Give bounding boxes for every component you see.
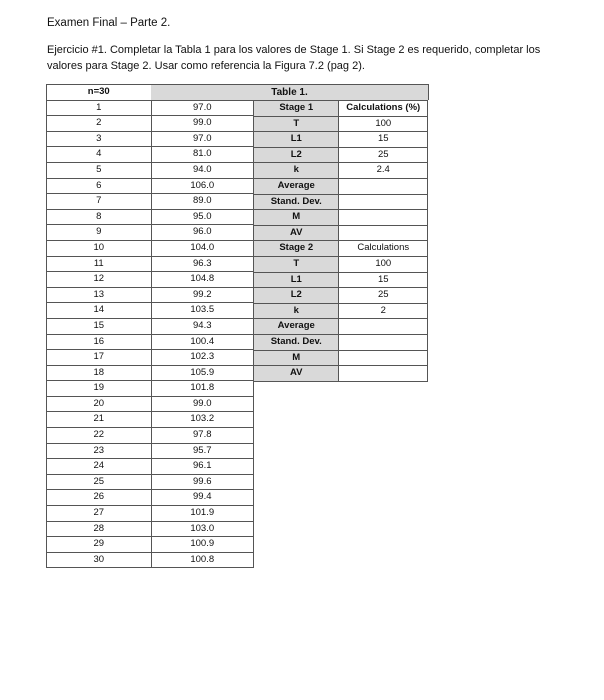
- assay-value: 96.3: [151, 256, 254, 272]
- calc-label: k: [254, 303, 339, 319]
- calc-value: 25: [339, 147, 428, 163]
- header-n: n=30: [47, 85, 152, 101]
- table-row: [47, 365, 254, 381]
- calc-row: [254, 194, 428, 210]
- table-row: [47, 506, 254, 522]
- sample-number: 8: [47, 209, 152, 225]
- table-row: [47, 225, 254, 241]
- table-row: [47, 303, 254, 319]
- assay-value: 97.0: [151, 131, 254, 147]
- table-row: [47, 490, 254, 506]
- calc-label: L1: [254, 132, 339, 148]
- sample-number: 18: [47, 365, 152, 381]
- table-row: [47, 209, 254, 225]
- calc-row: [254, 303, 428, 319]
- table-1-data: [46, 84, 254, 568]
- sample-number: 17: [47, 350, 152, 366]
- calc-label: M: [254, 210, 339, 226]
- assay-value: 97.8: [151, 428, 254, 444]
- assay-value: 100.9: [151, 537, 254, 553]
- table-row: [47, 443, 254, 459]
- assay-value: 105.9: [151, 365, 254, 381]
- assay-value: 103.2: [151, 412, 254, 428]
- assay-value: 102.3: [151, 350, 254, 366]
- calc-value: 2.4: [339, 163, 428, 179]
- assay-value: 96.0: [151, 225, 254, 241]
- assay-value: 81.0: [151, 147, 254, 163]
- assay-value: 100.4: [151, 334, 254, 350]
- sample-number: 26: [47, 490, 152, 506]
- calc-value: [339, 225, 428, 241]
- table-row: [47, 287, 254, 303]
- assay-value: 99.6: [151, 474, 254, 490]
- sample-number: 29: [47, 537, 152, 553]
- sample-number: 4: [47, 147, 152, 163]
- table-row: [47, 537, 254, 553]
- assay-value: 103.5: [151, 303, 254, 319]
- sample-number: 15: [47, 318, 152, 334]
- calc-label: L2: [254, 288, 339, 304]
- exercise-instructions: Ejercicio #1. Completar la Tabla 1 para los valores de Stage 1. Si Stage 2 es requerido, completar los valores para Stage 2. Usar como referencia la Figura 7.2 (pag 2).: [47, 44, 541, 72]
- assay-value: 103.0: [151, 521, 254, 537]
- assay-value: 100.8: [151, 552, 254, 568]
- calc-label: Average: [254, 319, 339, 335]
- calc-value: Calculations: [339, 241, 428, 257]
- header-stage-1: Stage 1: [254, 101, 339, 117]
- assay-value: 94.0: [151, 162, 254, 178]
- sample-number: 28: [47, 521, 152, 537]
- calc-label: L2: [254, 147, 339, 163]
- table-row: [47, 459, 254, 475]
- sample-number: 21: [47, 412, 152, 428]
- sample-number: 16: [47, 334, 152, 350]
- table-row: [47, 256, 254, 272]
- calc-value: [339, 178, 428, 194]
- table-caption: Table 1.: [151, 84, 429, 100]
- table-row: [47, 474, 254, 490]
- calc-label: Stand. Dev.: [254, 194, 339, 210]
- sample-number: 6: [47, 178, 152, 194]
- table-1-calculations: [253, 100, 428, 382]
- calc-row: [254, 334, 428, 350]
- sample-number: 22: [47, 428, 152, 444]
- table-row: [47, 240, 254, 256]
- calc-row: [254, 319, 428, 335]
- assay-value: 99.2: [151, 287, 254, 303]
- assay-value: 89.0: [151, 194, 254, 210]
- calc-row: [254, 350, 428, 366]
- calc-row: [254, 210, 428, 226]
- sample-number: 27: [47, 506, 152, 522]
- calc-label: L1: [254, 272, 339, 288]
- sample-number: 3: [47, 131, 152, 147]
- page-heading: Examen Final – Parte 2.: [47, 17, 171, 29]
- table-row: [47, 412, 254, 428]
- table-row: [47, 521, 254, 537]
- calc-label: k: [254, 163, 339, 179]
- calc-row: [254, 163, 428, 179]
- sample-number: 1: [47, 100, 152, 116]
- sample-number: 30: [47, 552, 152, 568]
- calc-value: [339, 210, 428, 226]
- calc-label: Average: [254, 178, 339, 194]
- assay-value: 95.0: [151, 209, 254, 225]
- calc-row: [254, 116, 428, 132]
- calc-value: 15: [339, 132, 428, 148]
- table-row: [47, 116, 254, 132]
- table-row: [47, 381, 254, 397]
- sample-number: 5: [47, 162, 152, 178]
- sample-number: 14: [47, 303, 152, 319]
- calc-value: 100: [339, 256, 428, 272]
- assay-value: 101.9: [151, 506, 254, 522]
- calc-row: [254, 178, 428, 194]
- assay-value: 101.8: [151, 381, 254, 397]
- table-row: [47, 178, 254, 194]
- calc-value: [339, 194, 428, 210]
- calc-label: T: [254, 256, 339, 272]
- table-row: [47, 272, 254, 288]
- calc-value: [339, 319, 428, 335]
- calc-label: AV: [254, 366, 339, 382]
- assay-value: 104.8: [151, 272, 254, 288]
- assay-value: 95.7: [151, 443, 254, 459]
- calc-row: [254, 366, 428, 382]
- calc-value: [339, 350, 428, 366]
- table-row: [47, 318, 254, 334]
- calc-row: [254, 256, 428, 272]
- assay-value: 99.4: [151, 490, 254, 506]
- table-row: [47, 350, 254, 366]
- header-calculations: Calculations (%): [339, 101, 428, 117]
- sample-number: 13: [47, 287, 152, 303]
- table-row: [47, 428, 254, 444]
- assay-value: 96.1: [151, 459, 254, 475]
- calc-row: [254, 225, 428, 241]
- sample-number: 9: [47, 225, 152, 241]
- assay-value: 97.0: [151, 100, 254, 116]
- table-row: [47, 334, 254, 350]
- calc-label: Stage 2: [254, 241, 339, 257]
- calc-value: [339, 366, 428, 382]
- sample-number: 23: [47, 443, 152, 459]
- table-row: [47, 162, 254, 178]
- table-row: [47, 131, 254, 147]
- table-row: [47, 396, 254, 412]
- calc-value: [339, 334, 428, 350]
- assay-value: 94.3: [151, 318, 254, 334]
- calc-label: Stand. Dev.: [254, 334, 339, 350]
- sample-number: 2: [47, 116, 152, 132]
- calc-row: [254, 241, 428, 257]
- calc-label: T: [254, 116, 339, 132]
- calc-row: [254, 272, 428, 288]
- table-row: [47, 194, 254, 210]
- calc-row: [254, 288, 428, 304]
- assay-value: 99.0: [151, 396, 254, 412]
- calc-value: 100: [339, 116, 428, 132]
- calc-value: 2: [339, 303, 428, 319]
- sample-number: 7: [47, 194, 152, 210]
- calc-row: [254, 147, 428, 163]
- sample-number: 12: [47, 272, 152, 288]
- sample-number: 24: [47, 459, 152, 475]
- calc-row: [254, 132, 428, 148]
- sample-number: 20: [47, 396, 152, 412]
- sample-number: 25: [47, 474, 152, 490]
- calc-label: AV: [254, 225, 339, 241]
- assay-value: 104.0: [151, 240, 254, 256]
- assay-value: 106.0: [151, 178, 254, 194]
- sample-number: 19: [47, 381, 152, 397]
- table-row: [47, 100, 254, 116]
- table-row: [47, 147, 254, 163]
- calc-value: 25: [339, 288, 428, 304]
- table-row: [47, 552, 254, 568]
- sample-number: 11: [47, 256, 152, 272]
- sample-number: 10: [47, 240, 152, 256]
- assay-value: 99.0: [151, 116, 254, 132]
- calc-value: 15: [339, 272, 428, 288]
- calc-label: M: [254, 350, 339, 366]
